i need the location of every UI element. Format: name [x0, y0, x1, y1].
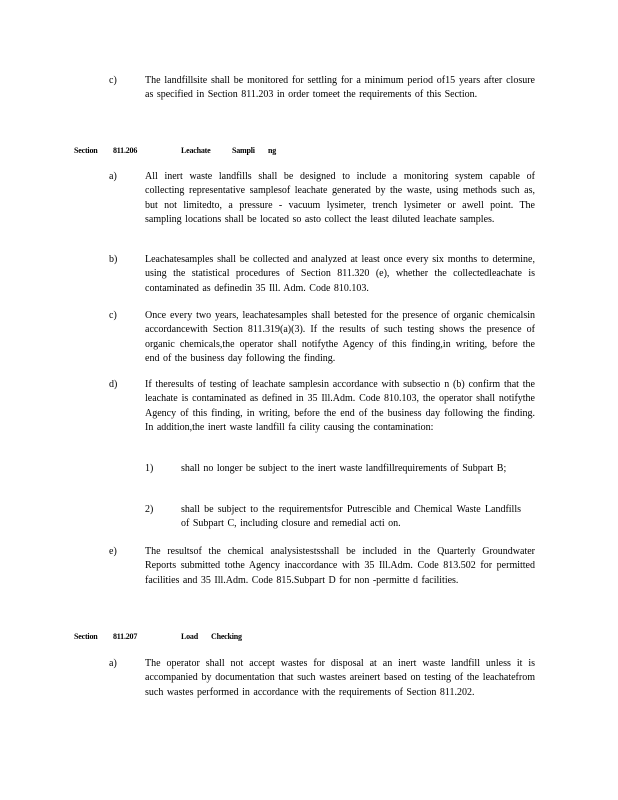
subitem-label: 1) — [145, 463, 154, 474]
item-label: c) — [109, 310, 117, 321]
section-title-part: Sampli — [232, 146, 255, 155]
item-label: e) — [109, 546, 117, 557]
item-text: All inert waste landfills shall be designed to include a monitoring system capable of collecting representative samplesof leachate generated by the waste, using methods such as, but not limitedto, a pressure - vacuum lysimeter, trench lysimeter or awell point. The sampling locations shall be located so asto collect the least diluted leachate samples. — [145, 171, 535, 225]
item-label: d) — [109, 379, 118, 390]
section-title-part: Checking — [211, 632, 242, 641]
item-text: The landfillsite shall be monitored for settling for a minimum period of15 years after closure as specified in Section 811.203 in order tomeet the requirements of this Section. — [145, 75, 535, 101]
section-number: 811.206 — [113, 146, 138, 155]
item-text: The resultsof the chemical analysistestsshall be included in the Quarterly Groundwater Reports submitted tothe Agency inaccordance with 35 Ill.Adm. Code 813.502 for permitted facilities and 35 Ill.Adm. Code 815.Subpart D for non -permitte d facilities. — [145, 546, 535, 586]
subitem-text: shall no longer be subject to the inert waste landfillrequirements of Subpart B; — [181, 463, 507, 474]
section-title-part: Load — [181, 632, 198, 641]
item-label: a) — [109, 171, 117, 182]
section-number: 811.207 — [113, 632, 138, 641]
item-label: a) — [109, 658, 117, 669]
item-label: c) — [109, 75, 117, 86]
subitem-label: 2) — [145, 504, 154, 515]
item-label: b) — [109, 254, 118, 265]
section-word: Section — [74, 632, 98, 641]
section-word: Section — [74, 146, 98, 155]
section-title-part: ng — [268, 146, 277, 155]
item-text: Leachatesamples shall be collected and analyzed at least once every six months to determine, using the statistical procedures of Section 811.320 (e), whether the collectedleachate is contaminated as definedin 35 Ill. Adm. Code 810.103. — [145, 254, 535, 294]
item-text: Once every two years, leachatesamples shall betested for the presence of organic chemicalsin accordancewith Section 811.319(a)(3). If the results of such testing shows the presence of organic chemicals,the operator shall notifythe Agency of this finding,in writing, before the end of the business day following the finding. — [145, 310, 535, 364]
section-title-part: Leachate — [181, 146, 211, 155]
item-text: If theresults of testing of leachate samplesin accordance with subsectio n (b) confirm that the leachate is contaminated as defined in 35 Ill.Adm. Code 810.103, the operator shall notifythe Agency of this finding, in writing, before the end of the business day following the finding. In addition,the inert waste landfill fa cility causing the contamination: — [145, 379, 535, 433]
item-text: The operator shall not accept wastes for disposal at an inert waste landfill unless it is accompanied by documentation that such wastes areinert based on testing of the leachatefrom such wastes performed in accordance with the requirements of Section 811.202. — [145, 658, 535, 698]
subitem-text: shall be subject to the requirementsfor Putrescible and Chemical Waste Landfills of Subpart C, including closure and remedial acti on. — [181, 504, 521, 530]
